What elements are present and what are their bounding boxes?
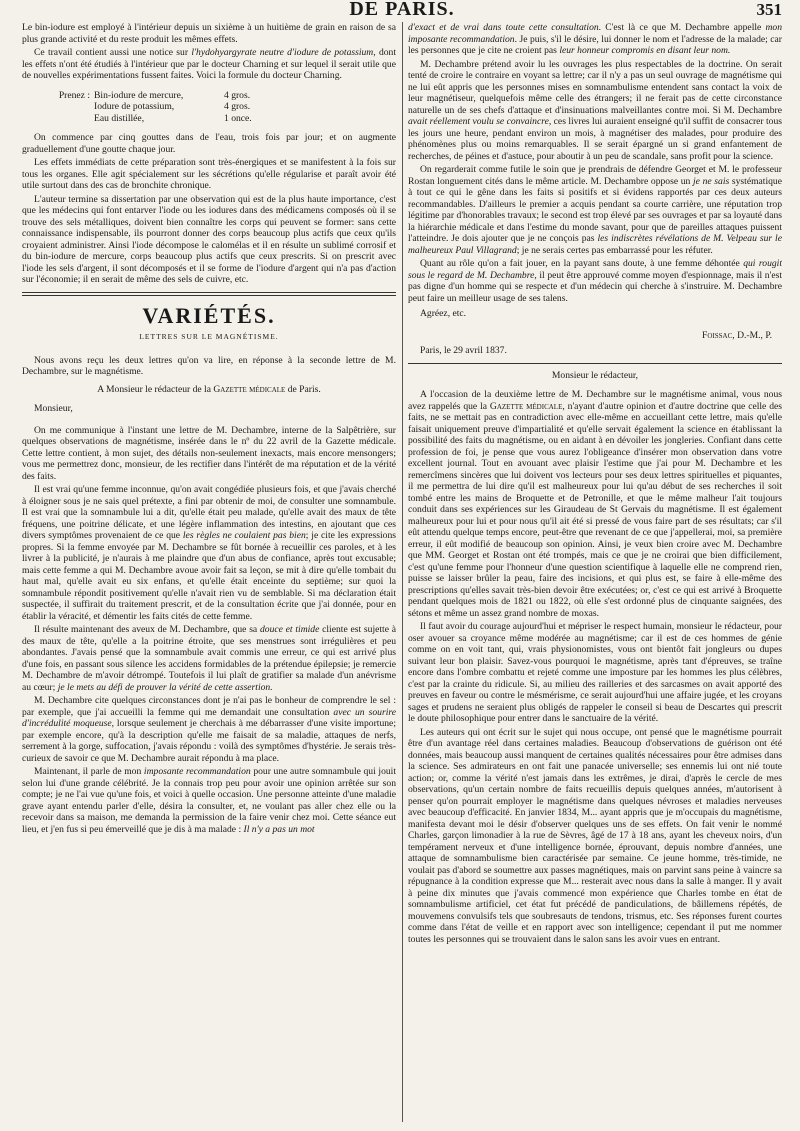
page-number: 351: [756, 0, 782, 19]
paragraph: Il résulte maintenant des aveux de M. Dechambre, que sa douce et timide cliente est sujette à des maux de tête, qu'elle a la poitrine étroite, que ses menstrues sont irrégulières et peu abondantes. J'avais pensé que la somnambule avait commis une erreur, ce qui est arrivé plus d'une fois, en passant sous silence les accidens formidables de la prétendue épilepsie; je remercie M. Dechambre de m'avoir détrompé. Toutefois il lui plaît de gratifier sa malade d'un anévrisme au cœur; je le mets au défi de prouver la vérité de cette assertion.: [22, 624, 396, 693]
column-divider: [402, 22, 403, 1122]
paragraph: Maintenant, il parle de mon imposante recommandation pour une autre somnambule qui jouit selon lui d'une grande célébrité. Je la connais trop peu pour avoir une opinion arrêtée sur son compte; je ne l'ai vue qu'une fois, et voici à quelle occasion. Une personne atteinte d'une maladie grave ayant entendu parler d'elle, désira la consulter, et, ne voulant pas aller chez elle ou la recevoir dans sa maison, me demanda la permission de la faire venir chez moi. Cette séance eut lieu, et j'en fus si peu émerveillé que je dis à ma malade : Il n'y a pas un mot: [22, 766, 396, 835]
paragraph: Les auteurs qui ont écrit sur le sujet qui nous occupe, ont pensé que le magnétisme pourrait être d'un avantage réel dans certaines maladies. Beaucoup d'observations de guérison ont été données, mais beaucoup aussi manquent de certaines qualités nécessaires pour être admises dans la science. Ses admirateurs en ont fait une panacée universelle; ses ennemis lui ont nié toute action; or, comme la vérité n'est jamais dans les extrêmes, je dirai, d'après le cercle de mes observations, qu'un certain nombre de faits recueillis depuis quelques années, m'autorisent à penser qu'on pourrait employer le magnétisme dans quelques névroses et maladies nerveuses avec beaucoup d'efficacité. En janvier 1834, M... ayant appris que je m'occupais du magnétisme, manifesta devant moi le désir d'observer quelques uns de ses effets. On fait venir le nommé Charles, garçon limonadier à la rue de Sèvres, âgé de 17 à 18 ans, ayant les cheveux noirs, d'un tempérament nerveux et d'une intelligence bornée, éprouvant, depuis nombre d'années, une attaque de somnambulisme bien caractérisée par semaine. Ce jeune homme, très-timide, ne voulait pas d'abord se soumettre aux passes magnétiques, mais on parvint sans peine à vaincre sa répugnance à la condition expresse que M... resterait avec nous dans la salle à manger. Il y avait à peine dix minutes que j'avais commencé mon expérience que Charles tombe en état de somnambulisme artificiel, cet état fut précédé de pandiculations, de bâillemens répétés, de mouvemens convulsifs tels que soubresauts de tendons, trismus, etc. Ses réponses furent courtes comme dans l'état de veille et en rapport avec son intelligence; cependant il put me nommer toutes les personnes qui se trouvaient dans le salon sans les avoir vues en entrant.: [408, 726, 782, 945]
paragraph: d'exact et de vrai dans toute cette consultation. C'est là ce que M. Dechambre appelle mon imposante recommandation. Je puis, s'il le désire, lui donner le nom et l'adresse de la malade; car les personnes que je cite ne croient pas leur honneur compromis en disant leur nom.: [408, 22, 782, 56]
paragraph: M. Dechambre cite quelques circonstances dont je n'ai pas le bonheur de comprendre le sel : par exemple, que j'ai accueilli la femme qui me demandait une consultation avec un sourire d'incrédulité moqueuse, lorsque seulement je cherchais à me débarrasser d'une visite importune; par exemple encore, qu'à la description qu'elle me faisait de sa maladie, attaques de nerfs, serrement à la gorge, suffocation, j'avais répondu : voilà des symptômes d'hystérie. Je serais très-curieux de savoir ce que M. Dechambre aurait répondu à ma place.: [22, 695, 396, 764]
paragraph: Le bin-iodure est employé à l'intérieur depuis un sixième à un huitième de grain en raison de sa plus grande activité et du reste produit les mêmes effets.: [22, 22, 396, 45]
paragraph: On regarderait comme futile le soin que je prendrais de défendre Georget et M. le professeur Rostan longuement cités dans le même article. M. Dechambre oppose un je ne sais systématique à tout ce qui le gêne dans les faits si positifs et si évidens rapportés par ces deux auteurs recommandables. D'ailleurs le premier a acquis pendant sa courte carrière, une réputation trop légitime par d'honorables travaux; le second est trop élevé par ses ouvrages et par sa loyauté dans la hiérarchie médicale et dans l'estime du monde savant, pour que de pareilles attaques puissent l'atteindre. Je dois ajouter que je ne conçois pas les indiscrètes révélations de M. Velpeau sur le malheureux Paul Villagrand; je ne serais certes pas embarrassé pour les réfuter.: [408, 164, 782, 256]
letter-heading: A Monsieur le rédacteur de la Gazette médicale de Paris.: [97, 383, 321, 395]
section-rule: [22, 292, 396, 296]
right-column: [408, 22, 782, 1122]
section-subtitle: LETTRES SUR LE MAGNÉTISME.: [139, 332, 279, 341]
newspaper-page: [22, 0, 782, 1131]
paragraph: Les effets immédiats de cette préparation sont très-énergiques et se manifestent à la fois sur tous les organes. Elle agit spécialement sur les sécrétions qu'elle régularise et paraît avoir été utile surtout dans des cas de bronchite chronique.: [22, 157, 396, 191]
formula-row: Prenez : Bin-iodure de mercure, 4 gros.: [58, 89, 251, 101]
paragraph: Il faut avoir du courage aujourd'hui et mépriser le respect humain, monsieur le rédacteur, pour oser avouer sa croyance même modérée au magnétisme; car il est de ces hommes de génie comme on en voit tant, qui, vrais physionomistes, vous ont bientôt fait jongleurs ou dupes suivant leur bon plaisir. Savez-vous pourquoi le magnétisme, après tant d'épreuves, se traîne encore dans l'ombre combattu et rejeté comme une imposture par les hommes les plus célèbres, c'est par la crainte du ridicule. Si, au milieu des railleries et des sarcasmes on avait apporté des preuves en faveur ou contre le mésmérisme, ce serait aujourd'hui une affaire jugée, et les croyans sages et prudens ne seraient plus obligés de rappeler le conseil si beau de Descartes qui prescrit le doute philosophique pour entrer dans le sanctuaire de la vérité.: [408, 621, 782, 724]
paragraph: Quant au rôle qu'on a fait jouer, en la payant sans doute, à une femme déhontée qui rougit sous le regard de M. Dechambre, il peut être approuvé comme moyen d'espionnage, mais il n'est pas digne d'un homme qui se respecte et d'un médecin qui cherche à s'instruire. M. Dechambre peut faire un meilleur usage de ses talens.: [408, 258, 782, 304]
formula-row: Eau distillée, 1 once.: [94, 112, 252, 124]
closing: Agréez, etc.: [420, 308, 467, 319]
paragraph: On me communique à l'instant une lettre de M. Dechambre, interne de la Salpêtrière, sur quelques observations de magnétisme, insérée dans le nº du 22 avril de la Gazette médicale. Cette lettre contient, à mon sujet, des détails non-seulement inexacts, mais encore mensongers; vous me permettrez donc, monsieur, de les rectifier dans l'intérêt de ma réputation et de la vérité des faits.: [22, 424, 396, 482]
formula: [22, 90, 396, 125]
running-title: DE PARIS.: [349, 0, 455, 20]
letter-heading: Monsieur le rédacteur,: [551, 369, 639, 381]
page-header: [22, 0, 782, 20]
paragraph: Ce travail contient aussi une notice sur l'hydohyargyrate neutre d'iodure de potassium, dont les effets n'ont été étudiés à l'intérieur que par le docteur Charning et sur lequel il serait utile que de nouvelles expérimentations fussent faites. Voici la formule du docteur Charning.: [22, 47, 396, 81]
letter-rule: [408, 363, 782, 364]
paragraph: Il est vrai qu'une femme inconnue, qu'on avait congédiée plusieurs fois, et que j'avais cherché à éloigner sous je ne sais quel prétexte, a fini par obtenir de moi, de consulter une somnambule. Il est vrai que la somnambule lui a dit, qu'elle était peu malade, qu'elle avait des maux de tête fréquens, une poitrine délicate, et une légère inflammation des intestins, en ajoutant que ces divers symptômes provenaient de ce que les règles ne coulaient pas bien; je cite les expressions propres. Si la femme envoyée par M. Dechambre se fût bornée à recueillir ces paroles, et à les livrer à la publicité, je n'aurais à me plaindre que d'un abus de confiance, après tout excusable; mais cette femme a qui M. Dechambre avoue avoir fait sa leçon, se mit à dire qu'elle tombait du haut mal, qu'elle avait eu six enfans, et qu'elle était enceinte du septième; sur quoi la somnambule répondit positivement qu'elle n'avait rien vu de semblable. Si ma déclaration était suspectée, il suffirait du traitement prescrit, et de la consultation écrite que j'ai donnée, pour en établir la véracité, et démentir les faits cités de cette femme.: [22, 484, 396, 622]
salutation: Monsieur,: [34, 403, 73, 414]
paragraph: M. Dechambre prétend avoir lu les ouvrages les plus respectables de la doctrine. On serait tenté de croire le contraire en voyant sa lettre; car il n'y a pas un seul ouvrage de magnétisme qui ne lui eût appris que les personnes mises en somnambulisme entendent sans contact la voix de leur magnétiseur, quelquefois même celle des étrangers; il ne ferait pas de cette circonstance naturelle un de ses chefs d'attaque et d'insinuations malveillantes contre moi. Si M. Dechambre avait réellement voulu se convaincre, ces livres lui auraient enseigné qu'il suffit de consacrer tous les jours une heure, pendant environ un mois, à magnétiser des malades, pour produire des phénomènes plus ou moins remarquables. Il se serait épargné un si grand enfantement de recherches, de péines et d'astuce, pour aboutir à un peu de scandale, sans profit pour la science.: [408, 58, 782, 162]
paragraph: Nous avons reçu les deux lettres qu'on va lire, en réponse à la seconde lettre de M. Dechambre, sur le magnétisme.: [22, 354, 396, 377]
paragraph: L'auteur termine sa dissertation par une observation qui est de la plus haute importance, c'est que les médecins qui font entarver l'iode ou les iodures dans des médicamens composés où il se trouve des sels métalliques, doivent bien connaître les corps qui peuvent se former: sans cette connaissance indispensable, ils pourront donner des corps beaucoup plus actifs que ceux qu'ils croyaient administrer. Ainsi l'iode décompose le calomélas et il en résulte un sublimé corrosif et du bin-iodure de mercure, corps beaucoup plus actifs que ceux prescrits. Si on prescrit avec l'iode les sels d'argent, il sont décomposés et il se forme de l'iodure d'argent qui n'a pas d'action sur l'économie; il en serait de même des sels de cuivre, etc.: [22, 193, 396, 285]
left-column: [22, 22, 396, 1122]
signature: Foissac, D.-M., P.: [702, 329, 772, 341]
formula-row: Iodure de potassium, 4 gros.: [94, 101, 251, 112]
letter-date: Paris, le 29 avril 1837.: [420, 345, 507, 356]
paragraph: On commence par cinq gouttes dans de l'eau, trois fois par jour; et on augmente graduellement d'une goutte chaque jour.: [22, 132, 396, 155]
section-title: VARIÉTÉS.: [142, 302, 276, 328]
paragraph: A l'occasion de la deuxième lettre de M. Dechambre sur le magnétisme animal, vous nous avez rappelés que la Gazette médicale, n'ayant d'autre opinion et d'autre doctrine que celle des faits, ne se mettait pas en contradiction avec elle-même en accueillant cette lettre, mais qu'elle faisait uniquement preuve d'impartialité et qu'elle servait également la science en établissant la possibilité des faits du magnétisme, ou en aidant à en dévoiler les jongleries. Confiant dans cette profession de foi, je pense que vous aurez l'obligeance d'insérer mon observation dans votre excellent journal. Tout en avouant avec plaisir l'estime que j'ai pour M. Dechambre et les remercîmens sincères que lui doivent vos lecteurs pour ses deux lettres spirituelles et piquantes, il me permettra de lui dire qu'il est malheureux pour lui qu'au début de ses recherches il soit tombé entre les mains de Broquette et de Petronille, et que le même malheur l'ait toujours conduit dans ses expériences sur les Giraudeau de St Gervais du magnétisme. Il est également malheureux pour lui et pour nous qu'il ait été si pressé de vous faire part de ses résultats; car s'il eût attendu quelque temps encore, peut-être que revenant de ce que j'appellerai, moi, sa première erreur, il eût modifié de beaucoup son opinion. Ainsi, je veux bien croire avec M. Dechambre que MM. Georget et Rostan ont été trompés, mais ce que je ne croirai que bien difficilement, c'est qu'une femme pour l'honneur d'une question scientifique à laquelle elle ne comprend rien, puisse se laisser brûler la peau, faire des incisions, et qui plus est, se faire à elle-même des prescriptions qu'elles savait très-bien devoir être exécutées; or, c'est ce qui est arrivé à Broquette pendant quelques mois de 1821 ou 1822, où elle s'est ordonné plus de cinquante saignées, des sétons et même un assez grand nombre de moxas.: [408, 389, 782, 619]
